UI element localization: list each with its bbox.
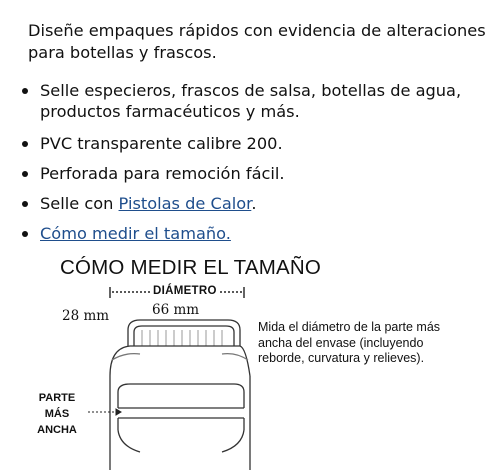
- feature-text: Selle con: [40, 194, 119, 213]
- measure-diameter-label: 66 mm: [152, 302, 200, 318]
- measure-instructions: Mida el diámetro de la parte más ancha del envase (incluyendo reborde, curvatura y relieves).: [258, 320, 441, 365]
- measure-height-label: 28 mm: [62, 308, 110, 324]
- widest-part-label: [28, 390, 86, 438]
- feature-text: Perforada para remoción fácil.: [40, 164, 285, 183]
- intro-text: Diseñe empaques rápidos con evidencia de alteraciones para botellas y frascos.: [28, 21, 486, 62]
- feature-text: Selle especieros, frascos de salsa, botellas de agua, productos farmacéuticos y más.: [40, 81, 462, 121]
- widest-label-line: MÁS: [44, 408, 70, 420]
- feature-text: PVC transparente calibre 200.: [40, 134, 283, 153]
- bottle-cap: [128, 320, 240, 346]
- how-to-measure-link[interactable]: Cómo medir el tamaño.: [40, 224, 231, 243]
- widest-pointer: [88, 409, 121, 415]
- widest-label-line: PARTE: [38, 392, 76, 404]
- diameter-label: DIÁMETRO: [150, 285, 220, 297]
- widest-label-line: ANCHA: [37, 424, 77, 436]
- bottle-neck-ring: [118, 384, 244, 452]
- feature-text: .: [251, 194, 257, 213]
- diagram-title: CÓMO MEDIR EL TAMAÑO: [60, 256, 322, 279]
- heat-gun-link[interactable]: Pistolas de Calor: [118, 194, 252, 213]
